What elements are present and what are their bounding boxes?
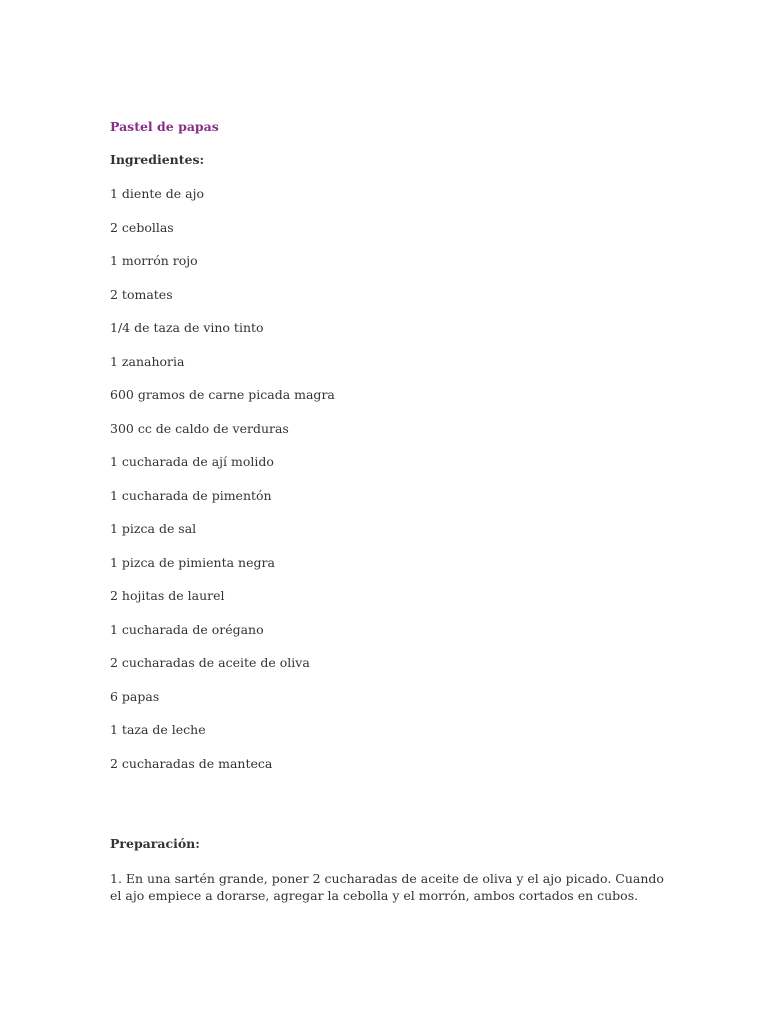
- ingredient-item: 2 hojitas de laurel: [110, 588, 225, 603]
- preparation-step: 1. En una sartén grande, poner 2 cucharadas de aceite de oliva y el ajo picado. Cuando el ajo empiece a dorarse, agregar la cebolla y el morrón, ambos cortados en cubos.: [110, 871, 664, 903]
- ingredient-item: 2 tomates: [110, 286, 173, 302]
- ingredient-item: 1 morrón rojo: [110, 253, 198, 268]
- ingredient-item: 600 gramos de carne picada magra: [110, 387, 335, 402]
- preparation-heading: Preparación:: [110, 836, 200, 851]
- ingredient-item: 1 taza de leche: [110, 722, 206, 737]
- ingredient-list: [110, 186, 335, 789]
- ingredient-item: 2 cucharadas de aceite de oliva: [110, 655, 310, 670]
- ingredient-item: 1 pizca de sal: [110, 521, 197, 536]
- recipe-title: Pastel de papas: [110, 119, 219, 134]
- ingredient-item: 1 cucharada de ají molido: [110, 454, 274, 469]
- ingredient-item: 1 zanahoria: [110, 353, 185, 369]
- ingredient-item: 1 diente de ajo: [110, 186, 204, 201]
- ingredient-item: 2 cebollas: [110, 219, 174, 235]
- ingredient-item: 1 cucharada de pimentón: [110, 487, 272, 503]
- ingredient-item: 1 cucharada de orégano: [110, 621, 264, 637]
- ingredient-item: 2 cucharadas de manteca: [110, 755, 273, 771]
- ingredient-item: 1/4 de taza de vino tinto: [110, 320, 264, 335]
- ingredient-item: 1 pizca de pimienta negra: [110, 554, 275, 570]
- ingredients-heading: Ingredientes:: [110, 152, 205, 167]
- ingredient-item: 300 cc de caldo de verduras: [110, 420, 289, 436]
- ingredient-item: 6 papas: [110, 688, 160, 704]
